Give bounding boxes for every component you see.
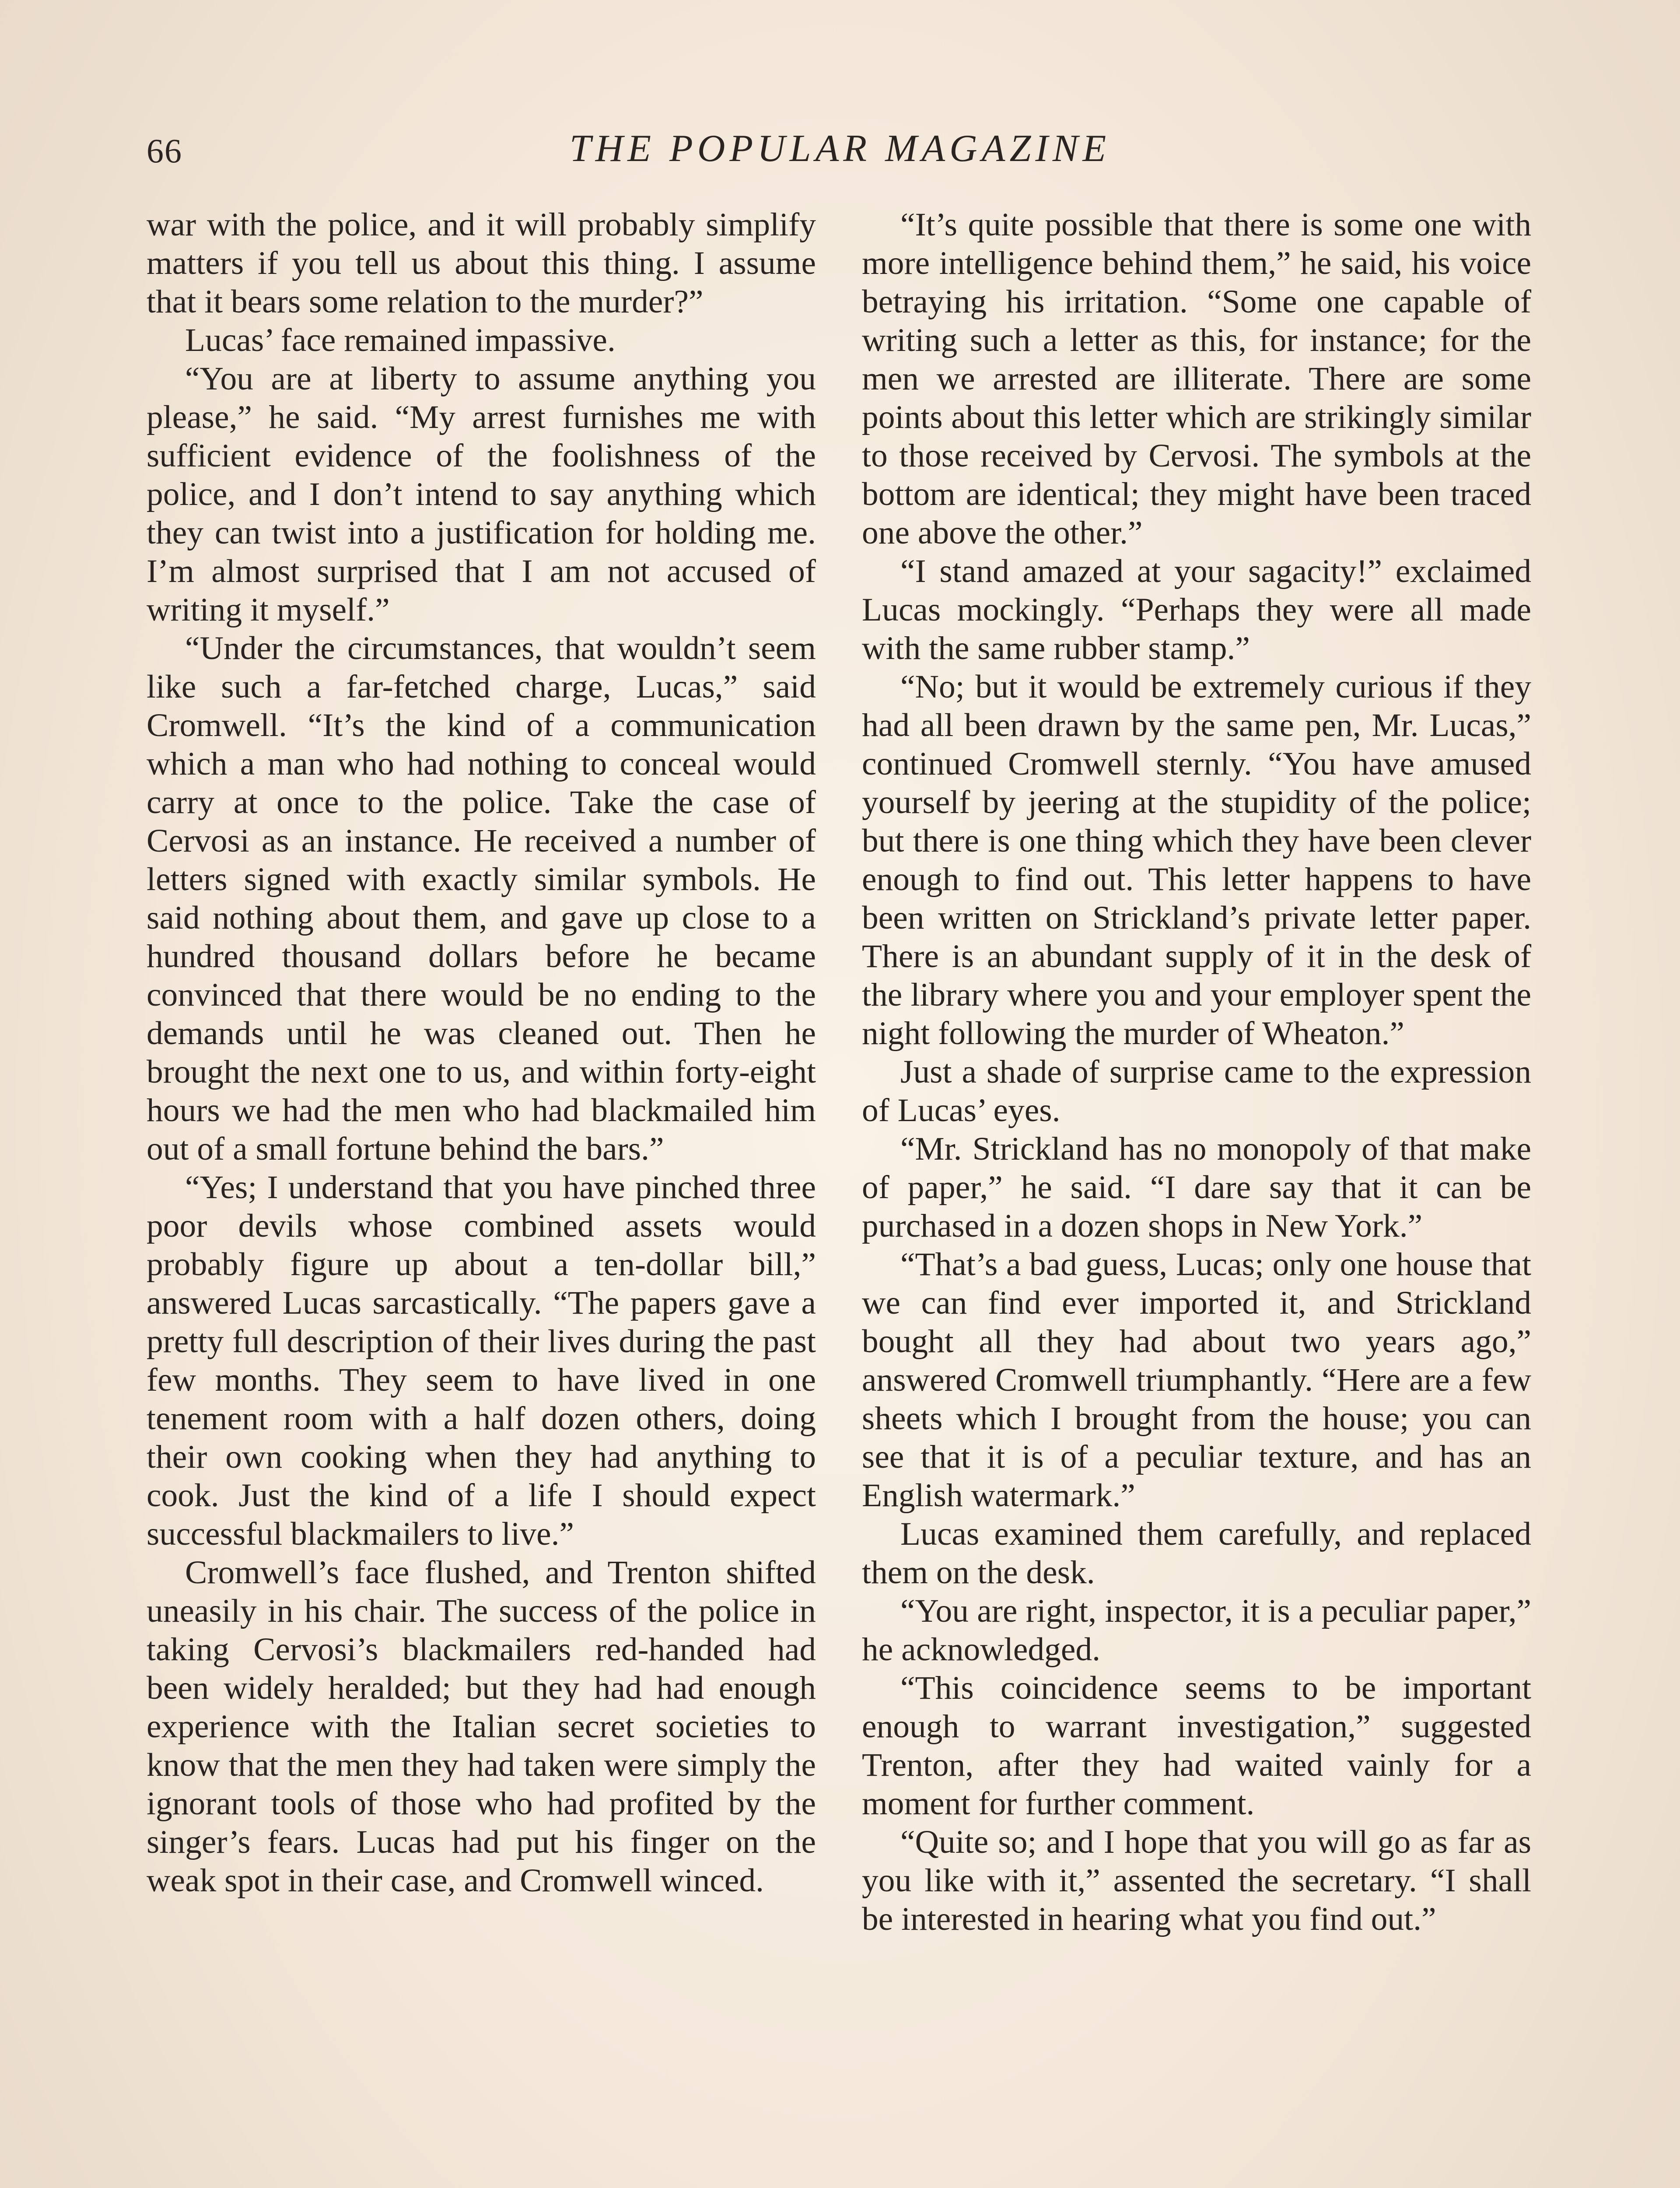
left-column [147,206,816,1900]
paragraph: Just a shade of surprise came to the expression of Lucas’ eyes. [862,1054,1531,1129]
page-number: 66 [147,132,182,170]
paragraph: “Under the circumstances, that wouldn’t seem like such a far-fetched charge, Lucas,” said Cromwell. “It’s the kind of a communication which a man who had nothing to conceal would carry at once to the police. Take the case of Cervosi as an instance. He received a number of letters signed with exactly similar symbols. He said nothing about them, and gave up close to a hundred thousand dollars before he became convinced that there would be no ending to the demands until he was cleaned out. Then he brought the next one to us, and within forty-eight hours we had the men who had blackmailed him out of a small fortune behind the bars.” [147,630,816,1167]
paragraph: “Yes; I understand that you have pinched three poor devils whose combined assets would probably figure up about a ten-dollar bill,” answered Lucas sarcastically. “The papers gave a pretty full description of their lives during the past few months. They seem to have lived in one tenement room with a half dozen others, doing their own cooking when they had anything to cook. Just the kind of a life I should expect successful blackmailers to live.” [147,1169,816,1552]
paragraph: “That’s a bad guess, Lucas; only one house that we can find ever imported it, and Strickland bought all they had about two years ago,” answered Cromwell triumphantly. “Here are a few sheets which I brought from the house; you can see that it is of a peculiar texture, and has an English watermark.” [862,1246,1531,1514]
paragraph: “No; but it would be extremely curious if they had all been drawn by the same pen, Mr. Lucas,” continued Cromwell sternly. “You have amused yourself by jeering at the stupidity of the police; but there is one thing which they have been clever enough to find out. This letter happens to have been written on Strickland’s private letter paper. There is an abundant supply of it in the desk of the library where you and your employer spent the night following the murder of Wheaton.” [862,669,1531,1052]
paragraph: Lucas examined them carefully, and replaced them on the desk. [862,1516,1531,1591]
paragraph: “This coincidence seems to be important enough to warrant investigation,” suggested Trenton, after they had waited vainly for a moment for further comment. [862,1670,1531,1822]
paragraph: Cromwell’s face flushed, and Trenton shifted uneasily in his chair. The success of the police in taking Cervosi’s blackmailers red-handed had been widely heralded; but they had had enough experience with the Italian secret societies to know that the men they had taken were simply the ignorant tools of those who had profited by the singer’s fears. Lucas had put his finger on the weak spot in their case, and Cromwell winced. [147,1554,816,1899]
page-header [147,127,1533,179]
paragraph: “It’s quite possible that there is some one with more intelligence behind them,” he said, his voice betraying his irritation. “Some one capable of writing such a letter as this, for instance; for the men we arrested are illiterate. There are some points about this letter which are strikingly similar to those received by Cervosi. The symbols at the bottom are identical; they might have been traced one above the other.” [862,207,1531,551]
paragraph: “You are right, inspector, it is a peculiar paper,” he acknowledged. [862,1593,1531,1668]
paragraph: “I stand amazed at your sagacity!” exclaimed Lucas mockingly. “Perhaps they were all made with the same rubber stamp.” [862,553,1531,666]
paragraph: Lucas’ face remained impassive. [185,322,616,358]
paragraph: war with the police, and it will probably simplify matters if you tell us about this thing. I assume that it bears some relation to the murder?” [147,207,816,320]
paragraph: “You are at liberty to assume anything you please,” he said. “My arrest furnishes me with sufficient evidence of the foolishness of the police, and I don’t intend to say anything which they can twist into a justification for holding me. I’m almost surprised that I am not accused of writing it myself.” [147,361,816,628]
paragraph: “Quite so; and I hope that you will go as far as you like with it,” assented the secretary. “I shall be interested in hearing what you find out.” [862,1824,1531,1937]
paragraph: “Mr. Strickland has no monopoly of that make of paper,” he said. “I dare say that it can be purchased in a dozen shops in New York.” [862,1131,1531,1244]
running-title: THE POPULAR MAGAZINE [569,127,1111,170]
right-column [862,206,1531,1939]
